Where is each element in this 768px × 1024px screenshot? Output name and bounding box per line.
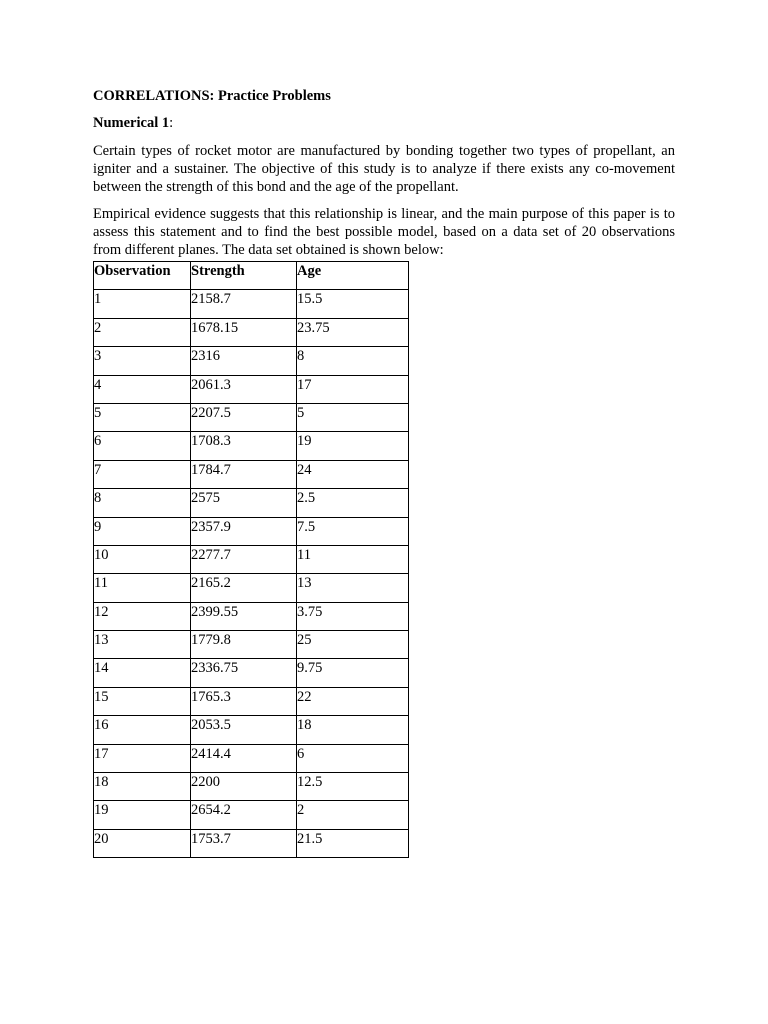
cell-age: 23.75 [297, 318, 409, 346]
table-row [94, 347, 409, 375]
document-page [93, 86, 675, 858]
cell-age: 25 [297, 631, 409, 659]
data-table [93, 261, 409, 858]
cell-strength: 2336.75 [191, 659, 297, 687]
problem-heading-label: Numerical 1 [93, 115, 170, 131]
cell-age: 12.5 [297, 773, 409, 801]
cell-strength: 2654.2 [191, 801, 297, 829]
cell-observation: 5 [94, 403, 191, 431]
table-row [94, 489, 409, 517]
cell-age: 15.5 [297, 290, 409, 318]
cell-age: 3.75 [297, 602, 409, 630]
table-header-row [94, 262, 409, 290]
cell-strength: 2207.5 [191, 403, 297, 431]
table-row [94, 773, 409, 801]
table-row [94, 687, 409, 715]
cell-strength: 2277.7 [191, 545, 297, 573]
cell-observation: 9 [94, 517, 191, 545]
table-row [94, 574, 409, 602]
cell-strength: 1708.3 [191, 432, 297, 460]
cell-strength: 1779.8 [191, 631, 297, 659]
cell-observation: 17 [94, 744, 191, 772]
cell-strength: 2316 [191, 347, 297, 375]
cell-age: 5 [297, 403, 409, 431]
cell-age: 7.5 [297, 517, 409, 545]
problem-heading-colon: : [169, 115, 174, 131]
table-row [94, 716, 409, 744]
cell-observation: 11 [94, 574, 191, 602]
table-row [94, 829, 409, 857]
cell-strength: 2357.9 [191, 517, 297, 545]
cell-observation: 13 [94, 631, 191, 659]
problem-heading [93, 113, 675, 133]
cell-observation: 4 [94, 375, 191, 403]
cell-strength: 2053.5 [191, 716, 297, 744]
cell-observation: 12 [94, 602, 191, 630]
header-age: Age [297, 262, 409, 290]
cell-observation: 19 [94, 801, 191, 829]
cell-observation: 10 [94, 545, 191, 573]
cell-age: 9.75 [297, 659, 409, 687]
cell-strength: 2399.55 [191, 602, 297, 630]
header-strength: Strength [191, 262, 297, 290]
table-row [94, 545, 409, 573]
table-row [94, 602, 409, 630]
cell-age: 21.5 [297, 829, 409, 857]
table-row [94, 631, 409, 659]
cell-observation: 15 [94, 687, 191, 715]
cell-strength: 2200 [191, 773, 297, 801]
cell-strength: 2165.2 [191, 574, 297, 602]
cell-observation: 3 [94, 347, 191, 375]
cell-strength: 1784.7 [191, 460, 297, 488]
cell-age: 2.5 [297, 489, 409, 517]
cell-observation: 1 [94, 290, 191, 318]
header-observation: Observation [94, 262, 191, 290]
cell-observation: 20 [94, 829, 191, 857]
cell-age: 24 [297, 460, 409, 488]
cell-strength: 2158.7 [191, 290, 297, 318]
table-row [94, 801, 409, 829]
cell-age: 22 [297, 687, 409, 715]
page-title: CORRELATIONS: Practice Problems [93, 88, 331, 104]
table-row [94, 290, 409, 318]
cell-strength: 1678.15 [191, 318, 297, 346]
cell-strength: 2575 [191, 489, 297, 517]
table-row [94, 318, 409, 346]
table-row [94, 375, 409, 403]
cell-age: 6 [297, 744, 409, 772]
table-row [94, 403, 409, 431]
cell-age: 8 [297, 347, 409, 375]
cell-observation: 2 [94, 318, 191, 346]
table-body [94, 290, 409, 858]
cell-strength: 2061.3 [191, 375, 297, 403]
cell-observation: 7 [94, 460, 191, 488]
cell-age: 18 [297, 716, 409, 744]
cell-age: 17 [297, 375, 409, 403]
table-row [94, 432, 409, 460]
table-row [94, 659, 409, 687]
cell-strength: 2414.4 [191, 744, 297, 772]
cell-age: 13 [297, 574, 409, 602]
cell-age: 11 [297, 545, 409, 573]
table-row [94, 517, 409, 545]
cell-observation: 6 [94, 432, 191, 460]
evidence-paragraph: Empirical evidence suggests that this relationship is linear, and the main purpose of this paper is to assess this statement and to find the best possible model, based on a data set of 20 observations from different planes. The data set obtained is shown below: [93, 206, 675, 258]
intro-paragraph: Certain types of rocket motor are manufactured by bonding together two types of propellant, an igniter and a sustainer. The objective of this study is to analyze if there exists any co-movement between the strength of this bond and the age of the propellant. [93, 143, 675, 195]
table-row [94, 744, 409, 772]
cell-observation: 18 [94, 773, 191, 801]
cell-observation: 16 [94, 716, 191, 744]
table-row [94, 460, 409, 488]
cell-observation: 14 [94, 659, 191, 687]
cell-observation: 8 [94, 489, 191, 517]
cell-age: 19 [297, 432, 409, 460]
cell-strength: 1753.7 [191, 829, 297, 857]
cell-age: 2 [297, 801, 409, 829]
cell-strength: 1765.3 [191, 687, 297, 715]
